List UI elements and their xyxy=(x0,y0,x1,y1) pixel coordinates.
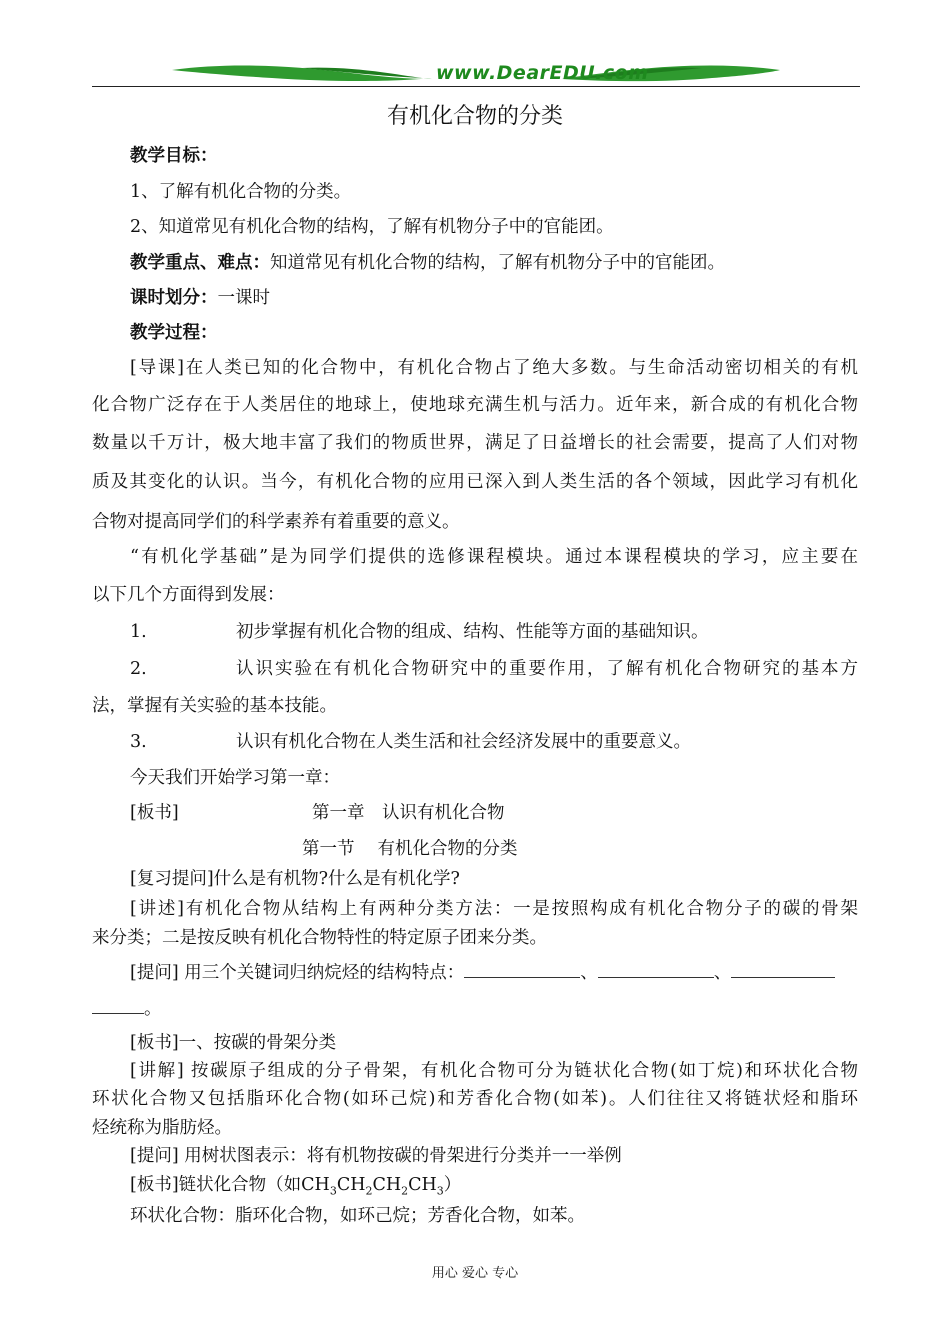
process-heading: 教学过程： xyxy=(130,323,218,343)
formula-part-2: CH xyxy=(372,1175,402,1195)
module-line-2: 以下几个方面得到发展： xyxy=(92,585,285,605)
answer-blank-1[interactable] xyxy=(464,961,580,978)
subscript-3: 2 xyxy=(401,1184,409,1198)
subscript-2: 2 xyxy=(365,1184,373,1198)
intro-line-3: 数量以千万计，极大地丰富了我们的物质世界，满足了日益增长的社会需要，提高了人们对物 xyxy=(92,433,858,453)
formula-part-3: CH xyxy=(408,1175,437,1195)
question-1-end: 。 xyxy=(144,999,162,1019)
answer-blank-3-continued[interactable] xyxy=(92,997,144,1014)
question-1-continuation xyxy=(92,997,162,1021)
objective-2: 2、知道常见有机化合物的结构，了解有机物分子中的官能团。 xyxy=(130,217,614,237)
key-points-label: 教学重点、难点： xyxy=(130,253,270,273)
site-brand: www.DearEDU.com xyxy=(436,62,649,84)
separator-2: 、 xyxy=(713,963,732,983)
section-heading: 第一节 有机化合物的分类 xyxy=(302,839,518,859)
document-title: 有机化合物的分类 xyxy=(386,104,563,129)
lecture-line-1: [讲述]有机化合物从结构上有两种分类方法：一是按照构成有机化合物分子的碳的骨架 xyxy=(130,899,858,919)
separator-1: 、 xyxy=(580,963,598,983)
cyclic-compounds: 环状化合物：脂环化合物，如环己烷；芳香化合物，如苯。 xyxy=(130,1206,585,1226)
goal-2-number: 2. xyxy=(130,659,147,679)
intro-line-2: 化合物广泛存在于人类居住的地球上，使地球充满生机与活力。近年来，新合成的有机化合物 xyxy=(92,395,858,415)
schedule-label: 课时划分： xyxy=(130,288,218,308)
today-line: 今天我们开始学习第一章： xyxy=(130,768,340,788)
board-carbon-skeleton: [板书]一、按碳的骨架分类 xyxy=(130,1033,337,1053)
goal-3-number: 3. xyxy=(130,732,147,752)
question-1-text: [提问] 用三个关键词归纳烷烃的结构特点： xyxy=(130,963,465,983)
goal-1-text: 初步掌握有机化合物的组成、结构、性能等方面的基础知识。 xyxy=(236,622,709,642)
lecture-line-2: 来分类；二是按反映有机化合物特性的特定原子团来分类。 xyxy=(92,928,547,948)
explain-line-3: 烃统称为脂肪烃。 xyxy=(92,1118,232,1138)
subscript-4: 3 xyxy=(436,1184,444,1198)
chain-prefix: [板书]链状化合物（如CH xyxy=(130,1175,330,1195)
answer-blank-2[interactable] xyxy=(598,961,714,978)
objective-1: 1、了解有机化合物的分类。 xyxy=(130,182,352,202)
module-line-1: “有机化学基础”是为同学们提供的选修课程模块。通过本课程模块的学习，应主要在 xyxy=(130,547,858,567)
intro-line-5: 合物对提高同学们的科学素养有着重要的意义。 xyxy=(92,512,460,532)
chain-suffix: ） xyxy=(443,1175,462,1195)
subscript-1: 3 xyxy=(329,1184,337,1198)
board-chain-compounds xyxy=(130,1173,461,1204)
chapter-heading: 第一章 认识有机化合物 xyxy=(312,803,505,823)
page-footer: 用心 爱心 专心 xyxy=(431,1266,519,1281)
explain-line-2: 环状化合物又包括脂环化合物(如环己烷)和芳香化合物(如苯)。人们往往又将链状烃和脂环 xyxy=(92,1089,858,1109)
intro-line-1: [导课]在人类已知的化合物中，有机化合物占了绝大多数。与生命活动密切相关的有机 xyxy=(130,358,858,378)
key-points-text: 知道常见有机化合物的结构，了解有机物分子中的官能团。 xyxy=(270,253,725,273)
goal-2-continuation: 法，掌握有关实验的基本技能。 xyxy=(92,696,337,716)
schedule xyxy=(130,286,270,310)
review-question: [复习提问]什么是有机物?什么是有机化学? xyxy=(130,869,460,889)
goal-2-text: 认识实验在有机化合物研究中的重要作用，了解有机化合物研究的基本方 xyxy=(236,659,858,679)
formula-part-1: CH xyxy=(336,1175,366,1195)
question-2: [提问] 用树状图表示：将有机物按碳的骨架进行分类并一一举例 xyxy=(130,1146,622,1166)
answer-blank-3[interactable] xyxy=(731,961,835,978)
objectives-heading: 教学目标： xyxy=(130,146,218,166)
explain-line-1: [讲解] 按碳原子组成的分子骨架，有机化合物可分为链状化合物(如丁烷)和环状化合物 xyxy=(130,1061,858,1081)
intro-line-4: 质及其变化的认识。当今，有机化合物的应用已深入到人类生活的各个领域，因此学习有机化 xyxy=(92,472,858,492)
board-tag: [板书] xyxy=(130,803,179,823)
goal-1-number: 1. xyxy=(130,622,147,642)
goal-3-text: 认识有机化合物在人类生活和社会经济发展中的重要意义。 xyxy=(236,732,691,752)
question-1 xyxy=(130,961,835,985)
key-points xyxy=(130,251,725,275)
header-rule xyxy=(92,86,860,87)
schedule-text: 一课时 xyxy=(217,288,270,308)
